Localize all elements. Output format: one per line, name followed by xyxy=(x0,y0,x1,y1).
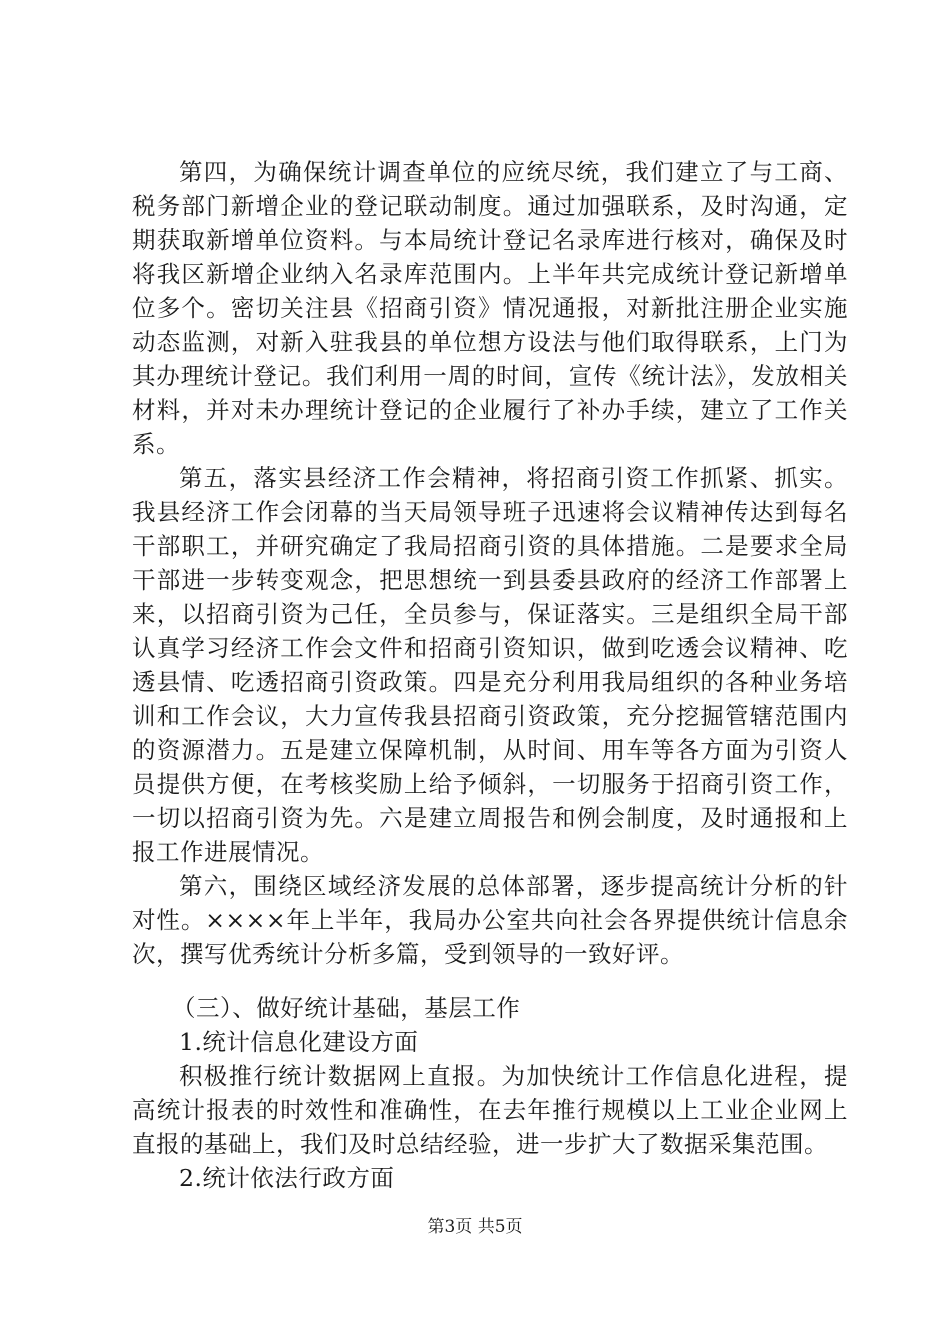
subsection-heading-1: 1.统计信息化建设方面 xyxy=(179,1028,419,1056)
paragraph-fifth: 第五，落实县经济工作会精神，将招商引资工作抓紧、抓实。我县经济工作会闭幕的当天局领导班子迅速将会议精神传达到每名干部职工，并研究确定了我局招商引资的具体措施。二是要求全局干部进一步转变观念，把思想统一到县委县政府的经济工作部署上来，以招商引资为己任，全员参与，保证落实。三是组织全局干部认真学习经济工作会文件和招商引资知识，做到吃透会议精神、吃透县情、吃透招商引资政策。四是充分利用我局组织的各种业务培训和工作会议，大力宣传我县招商引资政策，充分挖掘管辖范围内的资源潜力。五是建立保障机制，从时间、用车等各方面为引资人员提供方便，在考核奖励上给予倾斜，一切服务于招商引资工作，一切以招商引资为先。六是建立周报告和例会制度，及时通报和上报工作进展情况。 xyxy=(132,464,848,866)
section-heading: （三）、做好统计基础，基层工作 xyxy=(172,994,521,1022)
page-footer: 第3页 共5页 xyxy=(427,1217,523,1237)
paragraph-fourth: 第四，为确保统计调查单位的应统尽统，我们建立了与工商、税务部门新增企业的登记联动制度。通过加强联系，及时沟通，定期获取新增单位资料。与本局统计登记名录库进行核对，确保及时将我区新增企业纳入名录库范围内。上半年共完成统计登记新增单位多个。密切关注县《招商引资》情况通报，对新批注册企业实施动态监测，对新入驻我县的单位想方设法与他们取得联系，上门为其办理统计登记。我们利用一周的时间，宣传《统计法》，发放相关材料，并对未办理统计登记的企业履行了补办手续，建立了工作关系。 xyxy=(132,158,848,458)
paragraph-informatization: 积极推行统计数据网上直报。为加快统计工作信息化进程，提高统计报表的时效性和准确性，在去年推行规模以上工业企业网上直报的基础上，我们及时总结经验，进一步扩大了数据采集范围。 xyxy=(132,1062,848,1158)
document-body xyxy=(132,155,848,1195)
paragraph-sixth: 第六，围绕区域经济发展的总体部署，逐步提高统计分析的针对性。××××年上半年，我局办公室共向社会各界提供统计信息余次，撰写优秀统计分析多篇，受到领导的一致好评。 xyxy=(132,872,848,968)
subsection-heading-2: 2.统计依法行政方面 xyxy=(179,1164,395,1192)
